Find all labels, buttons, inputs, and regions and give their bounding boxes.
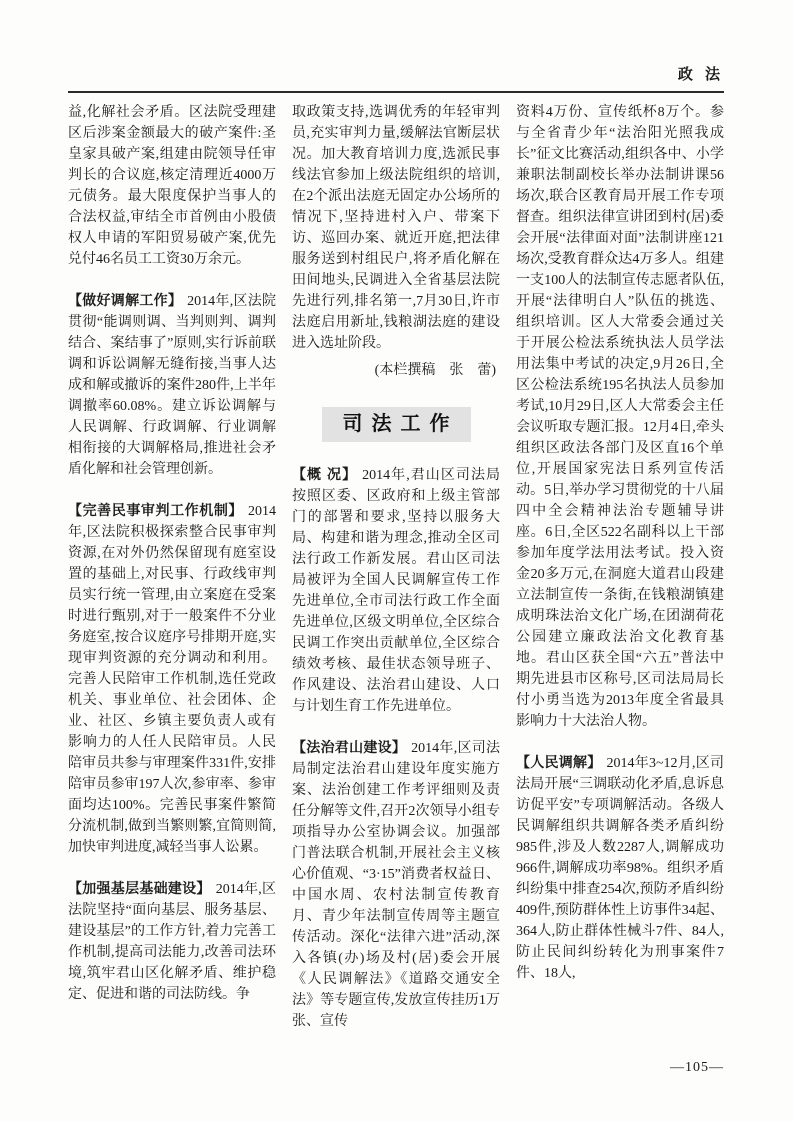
entry-paragraph: 【法治君山建设】 2014年,区司法局制定法治君山建设年度实施方案、法治创建工作考评细则及责任分解等文件,召开2次领导小组专项指导办公室协调会议。加强部门普法联合机制,开展社会主义核心价值观、“3·15”消费者权益日、中国水周、农村法制宣传教育月、青少年法制宣传周等主题宣传活动。深化“法律六进”活动,深入各镇(办)场及村(居)委会开展《人民调解法》《道路交通安全法》等专题宣传,发放宣传挂历1万张、宣传 — [292, 739, 501, 1029]
section-title-wrap — [292, 407, 500, 442]
entry-paragraph: 【做好调解工作】 2014年,区法院贯彻“能调则调、当判则判、调判结合、案结事了”原则,实行诉前联调和诉讼调解无缝衔接,当事人达成和解或撤诉的案件280件,上半年调撤率60.08%。建立诉讼调解与人民调解、行政调解、行业调解相衔接的大调解格局,推进社会矛盾化解和社会管理创新。 — [68, 292, 277, 477]
text-column-3 — [516, 102, 724, 1064]
continuation-paragraph: 益,化解社会矛盾。区法院受理建区后涉案金额最大的破产案件:圣皇家具破产案,组建由院领导任审判长的合议庭,核定清理近4000万元债务。最大限度保护当事人的合法权益,审结全市首例由小股债权人申请的军阳贸易破产案,优先兑付46名员工工资30万余元。 — [68, 105, 276, 267]
entry-paragraph: 【完善民事审判工作机制】 2014年,区法院积极探索整合民事审判资源,在对外仍然保留现有庭室设置的基础上,对民事、行政线审判员实行统一管理,由立案庭在受案时进行甄别,对于一般案件不分业务庭室,按合议庭序号排期开庭,实现审判资源的充分调动和利用。完善人民陪审工作机制,选任党政机关、事业单位、社会团体、企业、社区、乡镇主要负责人或有影响力的人任人民陪审员。人民陪审员共参与审理案件331件,安排陪审员参审197人次,参审率、参审面均达100%。完善民事案件繁简分流机制,做到当繁则繁,宜简则简,加快审判进度,减轻当事人讼累。 — [68, 502, 276, 855]
entry-paragraph: 【人民调解】 2014年3~12月,区司法局开展“三调联动化矛盾,息诉息访促平安”专项调解活动。各级人民调解组织共调解各类矛盾纠纷985件,涉及人数2287人,调解成功966件,调解成功率98%。组织矛盾纠纷集中排查254次,预防矛盾纠纷409件,预防群体性上访事件34起、364人,防止群体性械斗7件、84人,防止民间纠纷转化为刑事案件7件、18人, — [516, 754, 724, 981]
section-title: 司法工作 — [322, 407, 471, 442]
entry-paragraph: 【加强基层基础建设】 2014年,区法院坚持“面向基层、服务基层、建设基层”的工作方针,着力完善工作机制,提高司法能力,改善司法环境,筑牢君山区化解矛盾、维护稳定、促进和谐的司法防线。争 — [68, 880, 277, 1002]
entry-title: 【概 况】 — [292, 466, 358, 482]
text-column-2 — [292, 102, 500, 1064]
entry-title: 【完善民事审判工作机制】 — [68, 502, 243, 518]
entry-title: 【法治君山建设】 — [292, 739, 407, 755]
continuation-paragraph: 资料4万份、宣传纸杯8万个。参与全省青少年“法治阳光照我成长”征文比赛活动,组织各中、小学兼职法制副校长举办法制讲课56场次,联合区教育局开展工作专项督查。组织法律宣讲团到村(居)委会开展“法律面对面”法制讲座121场次,受教育群众达4万多人。组建一支100人的法制宣传志愿者队伍,开展“法律明白人”队伍的挑选、组织培训。区人大常委会通过关于开展公检法系统执法人员学法用法集中考试的决定,9月26日,全区公检法系统195名执法人员参加考试,10月29日,区人大常委会主任会议听取专题汇报。12月4日,牵头组织区政法各部门及区直16个单位,开展国家宪法日系列宣传活动。5日,举办学习贯彻党的十八届四中全会精神法治专题辅导讲座。6日,全区522名副科以上干部参加年度学法用法考试。投入资金20多万元,在洞庭大道君山段建立法制宣传一条街,在钱粮湖镇建成明珠法治文化广场,在团湖荷花公园建立廉政法治文化教育基地。君山区获全国“六五”普法中期先进县市区称号,区司法局局长付小勇当选为2013年度全省最具影响力十大法治人物。 — [516, 105, 724, 729]
text-column-1 — [68, 102, 276, 1064]
entry-title: 【加强基层基础建设】 — [68, 880, 211, 896]
entry-title: 【人民调解】 — [516, 754, 602, 770]
page-number: —105— — [670, 1060, 724, 1075]
byline: (本栏撰稿 张 蕾) — [374, 363, 496, 378]
page-header — [68, 63, 724, 93]
continuation-paragraph: 取政策支持,选调优秀的年轻审判员,充实审判力量,缓解法官断层状况。加大教育培训力度,选派民事线法官参加上级法院组织的培训,在2个派出法庭无固定办公场所的情况下,坚持进村入户、带案下访、巡回办案、就近开庭,把法律服务送到村组民户,将矛盾化解在田间地头,民调进入全省基层法院先进行列,排名第一,7月30日,许市法庭启用新址,钱粮湖法庭的建设进入选址阶段。 — [292, 105, 500, 351]
header-section-title: 政 法 — [677, 66, 724, 83]
content-columns — [68, 102, 724, 1064]
entry-paragraph: 【概 况】 2014年,君山区司法局按照区委、区政府和上级主管部门的部署和要求,坚持以服务大局、构建和谐为理念,推动全区司法行政工作新发展。君山区司法局被评为全国人民调解宣传工作先进单位,全市司法行政工作全面先进单位,区级文明单位,全区综合民调工作突出贡献单位,全区综合绩效考核、最佳状态领导班子、作风建设、法治君山建设、人口与计划生育工作先进单位。 — [292, 466, 500, 714]
entry-title: 【做好调解工作】 — [68, 292, 183, 308]
